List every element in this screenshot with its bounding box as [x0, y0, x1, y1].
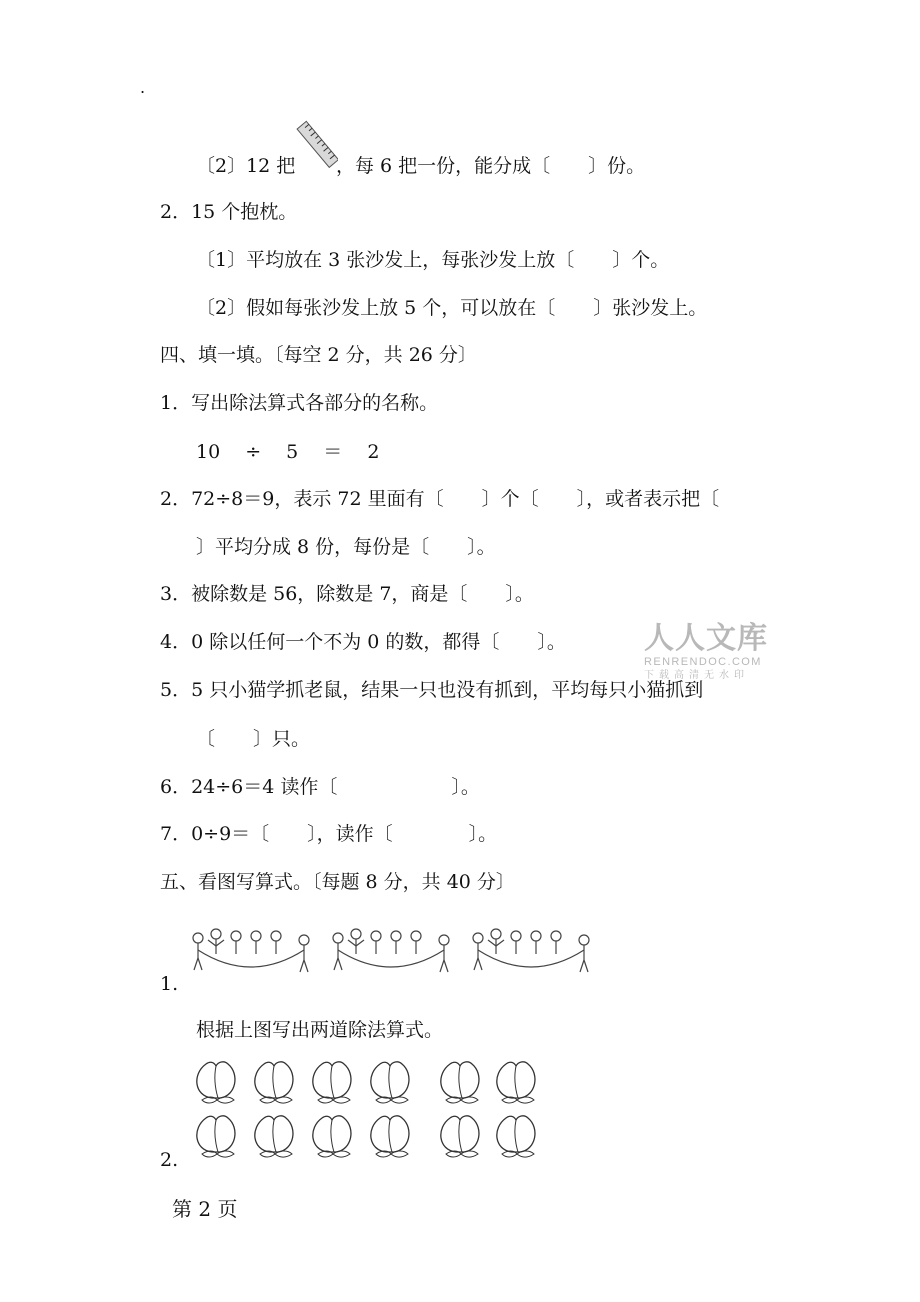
watermark	[644, 622, 774, 682]
q3-item2-pre: 〔2〕12 把	[196, 155, 296, 177]
s4-q6: 6．24÷6＝4 读作〔 〕。	[160, 776, 480, 798]
s4-q3: 3．被除数是 56，除数是 7，商是〔 〕。	[160, 583, 534, 605]
q3-item2-post: ，每 6 把一份，能分成〔 〕份。	[336, 155, 646, 177]
page-dot: .	[140, 78, 146, 97]
s4-q7: 7．0÷9＝〔 〕，读作〔 〕。	[160, 823, 498, 845]
s5-q1-num: 1.	[160, 973, 179, 995]
s4-q5-line2: 〔 〕只。	[196, 728, 311, 750]
section5-heading: 五、看图写算式。〔每题 8 分，共 40 分〕	[160, 871, 515, 893]
s4-q2-line1: 2．72÷8＝9，表示 72 里面有〔 〕个〔 〕，或者表示把〔	[160, 488, 720, 510]
jump-rope-kids-image	[186, 924, 606, 976]
peaches-image	[190, 1056, 546, 1162]
s4-q4: 4．0 除以任何一个不为 0 的数，都得〔 〕。	[160, 631, 566, 653]
q3-q2-1: 〔1〕平均放在 3 张沙发上，每张沙发上放〔 〕个。	[196, 249, 670, 271]
s4-q1: 1．写出除法算式各部分的名称。	[160, 392, 439, 414]
watermark-sub: RENRENDOC.COM	[644, 656, 762, 668]
watermark-sub2: 下载高清无水印	[644, 670, 749, 681]
q3-q2-title: 2．15 个抱枕。	[160, 201, 298, 223]
s4-q5-line1: 5．5 只小猫学抓老鼠，结果一只也没有抓到，平均每只小猫抓到	[160, 679, 704, 701]
section4-heading: 四、填一填。〔每空 2 分，共 26 分〕	[160, 344, 477, 366]
page-number: 第 2 页	[172, 1197, 238, 1221]
s5-q1-instruction: 根据上图写出两道除法算式。	[196, 1019, 444, 1041]
q3-q2-2: 〔2〕假如每张沙发上放 5 个，可以放在〔 〕张沙发上。	[196, 297, 708, 319]
s4-q1-equation: 10 ÷ 5 ＝ 2	[196, 441, 380, 463]
s5-q2-num: 2.	[160, 1149, 179, 1171]
watermark-main: 人人文库	[644, 621, 768, 656]
s4-q2-line2: 〕平均分成 8 份，每份是〔 〕。	[196, 536, 496, 558]
ruler-icon	[296, 120, 338, 170]
